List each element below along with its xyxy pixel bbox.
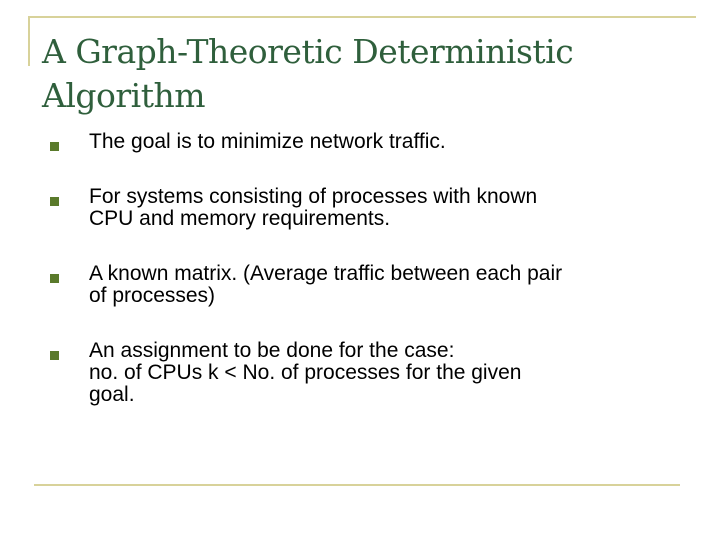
- square-bullet-icon: [50, 274, 59, 283]
- bullet-line: The goal is to minimize network traffic.: [89, 130, 446, 153]
- bullet-line: For systems consisting of processes with known: [89, 185, 538, 208]
- bullet-line: CPU and memory requirements.: [89, 207, 391, 230]
- title-line: Algorithm: [42, 76, 206, 115]
- slide-title: [42, 30, 682, 118]
- bullet-item: [50, 131, 690, 153]
- bullet-line: of processes): [89, 284, 216, 307]
- bullet-line: An assignment to be done for the case:: [89, 339, 455, 362]
- bullet-line: no. of CPUs k < No. of processes for the given: [89, 361, 522, 384]
- top-divider: [28, 16, 696, 18]
- square-bullet-icon: [50, 351, 59, 360]
- bullet-line: A known matrix. (Average traffic between each pair: [89, 262, 563, 285]
- bullet-item: [50, 186, 690, 230]
- bullet-list: [50, 131, 690, 439]
- bullet-text: [89, 131, 690, 153]
- bullet-item: [50, 340, 690, 406]
- square-bullet-icon: [50, 197, 59, 206]
- bullet-line: goal.: [89, 383, 135, 406]
- bullet-text: [89, 340, 690, 406]
- bullet-item: [50, 263, 690, 307]
- left-divider: [28, 16, 30, 66]
- bottom-divider: [34, 484, 680, 486]
- square-bullet-icon: [50, 142, 59, 151]
- bullet-text: [89, 186, 690, 230]
- title-line: A Graph-Theoretic Deterministic: [42, 32, 574, 71]
- bullet-text: [89, 263, 690, 307]
